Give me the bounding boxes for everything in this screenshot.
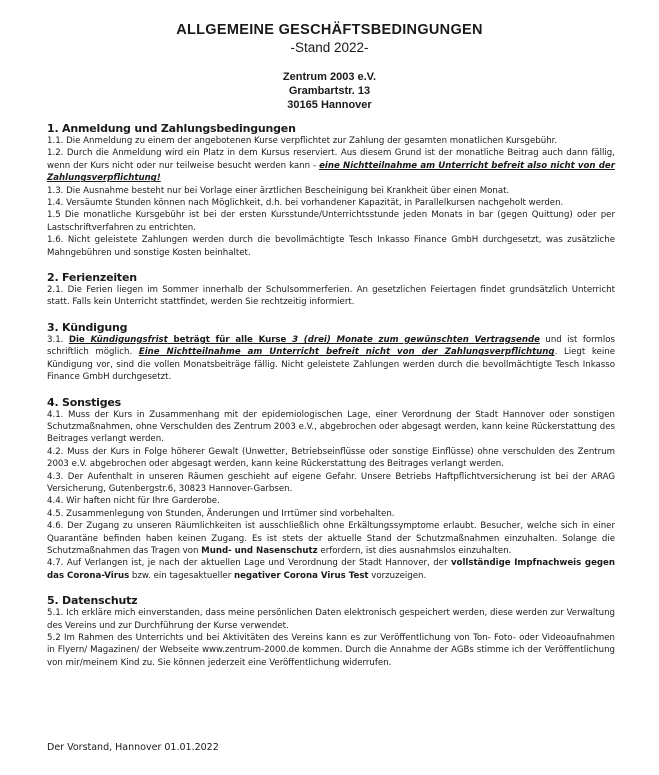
section-heading: 1. Anmeldung und Zahlungsbedingungen <box>47 122 296 135</box>
clause-1-5: 1.5 Die monatliche Kursgebühr ist bei der ersten Kursstunde/Unterrichtsstunde jeden Monats in bar (gegen Quittung) oder per Lastschriftverfahren zu entrichten. <box>47 210 615 233</box>
emphasis-text: negativer Corona Virus Test <box>233 570 369 581</box>
section-miscellaneous <box>47 396 615 583</box>
clause-2-1: 2.1. Die Ferien liegen im Sommer innerhalb der Schulsommerferien. An gesetzlichen Feiertagen findet grundsätzlich Unterricht statt. Falls kein Unterricht stattfindet, werden Sie rechtzeitig informiert. <box>47 285 615 308</box>
clause-3-1 <box>47 334 615 384</box>
clause-text: 4.7. Auf Verlangen ist, je nach der aktuellen Lage und Verordnung der Stadt Hannover, der <box>47 558 451 569</box>
clause-4-5: 4.5. Zusammenlegung von Stunden, Änderungen und Irrtümer sind vorbehalten. <box>47 508 395 519</box>
clause-text: 4.6. Der Zugang zu unseren Räumlichkeiten ist ausschließlich ohne Erkältungssymptome erlaubt. Besucher, welche sich in einer Quarantäne befinden haben keinen Zugang. Es ist stets der aktuelle Stand der Schutzmaßnahmen einzuhalten. Solange die Schutzmaßnahmen das Tragen von <box>47 521 615 556</box>
org-city: 30165 Hannover <box>287 99 372 111</box>
emphasis-text: Die <box>68 334 91 345</box>
clause-5-2: 5.2 Im Rahmen des Unterrichts und bei Aktivitäten des Vereins kann es zur Veröffentlichung von Ton- Foto- oder Videoaufnahmen in Flyern/ Magazinen/ der Webseite www.zentrum-2000.de kommen. Durch die Annahme der AGBs stimme ich der Veröffentlichung von mir/meinem Kind zu. Sie können jederzeit eine Veröffentlichung widerrufen. <box>47 633 615 668</box>
clause-text: vorzuzeigen. <box>368 570 427 581</box>
org-name: Zentrum 2003 e.V. <box>282 71 377 83</box>
clause-text: erfordern, ist dies ausnahmslos einzuhalten. <box>317 545 512 556</box>
emphasis-text: Eine Nichtteilnahme am Unterricht befreit nicht von der Zahlungsverpflichtung <box>138 347 555 358</box>
clause-4-2: 4.2. Muss der Kurs in Folge höherer Gewalt (Unwetter, Betriebseinflüsse oder sonstige Einflüsse) ohne verschulden des Zentrum 2003 e.V. abgebrochen oder abgesagt werden, kann keine Rückerstattung des Beitrages verlangt werden. <box>47 446 615 470</box>
emphasis-text: vollständige Impfnachweis gegen das Corona-Virus <box>47 558 615 581</box>
clause-4-6 <box>47 520 615 557</box>
clause-4-3: 4.3. Der Aufenthalt in unseren Räumen geschieht auf eigene Gefahr. Unsere Betriebs Haftpflichtversicherung ist bei der ARAG Versicherung, Gutenbergstr.6, 30823 Hannover-Garbsen. <box>47 471 615 494</box>
emphasis-text: 3 (drei) Monate zum gewünschten Vertragsende <box>292 334 540 345</box>
document-subtitle: -Stand 2022- <box>290 40 369 55</box>
emphasis-text: eine Nichtteilnahme am Unterricht befreit also nicht von der Zahlungsverpflichtung! <box>47 160 615 184</box>
section-heading: 4. Sonstiges <box>47 395 122 409</box>
clause-1-2 <box>47 147 615 184</box>
clause-5-1: 5.1. Ich erkläre mich einverstanden, dass meine persönlichen Daten elektronisch gespeichert werden, diese werden zur Verwaltung des Vereins und zur Durchführung der Kurse verwendet. <box>47 608 615 631</box>
clause-1-4: 1.4. Versäumte Stunden können nach Möglichkeit, d.h. bei vorhandener Kapazität, in Parallelkursen nachgeholt werden. <box>47 198 564 209</box>
section-holidays <box>47 271 615 309</box>
section-data-protection <box>47 594 615 669</box>
clause-1-6: 1.6. Nicht geleistete Zahlungen werden durch die bevollmächtigte Tesch Inkasso Finance GmbH durchgesetzt, was zusätzliche Mahngebühren und sonstige Kosten beinhaltet. <box>47 235 615 258</box>
clause-text: bzw. ein tagesaktueller <box>129 570 234 581</box>
clause-text: und ist formlos schriftlich möglich. <box>47 334 615 358</box>
signature-line: Der Vorstand, Hannover 01.01.2022 <box>47 742 219 753</box>
terms-content <box>47 122 615 681</box>
organization-address <box>0 70 659 112</box>
clause-4-4: 4.4. Wir haften nicht für Ihre Garderobe. <box>47 496 220 507</box>
clause-text: 1.2. Durch die Anmeldung wird ein Platz in dem Kursus reserviert. Aus diesem Grund ist der monatliche Beitrag auch dann fällig, wenn der Kurs nicht oder nur teilweise besucht werden kann - <box>47 148 615 171</box>
section-cancellation <box>47 321 615 384</box>
section-heading: 2. Ferienzeiten <box>47 271 137 285</box>
section-heading: 3. Kündigung <box>47 320 128 334</box>
section-registration-payment <box>47 122 615 259</box>
clause-1-1: 1.1. Die Anmeldung zu einem der angebotenen Kurse verpflichtet zur Zahlung der gesamten monatlichen Kursgebühr. <box>47 136 558 146</box>
clause-4-1: 4.1. Muss der Kurs in Zusammenhang mit der epidemiologischen Lage, einer Verordnung der Stadt Hannover oder sonstigen Schutzmaßnahmen, ohne Verschulden des Zentrum 2003 e.V., abgebrochen oder abgesagt werden, kann keine Rückerstattung des Beitrages verlangt werden. <box>47 409 615 445</box>
org-street: Grambartstr. 13 <box>288 85 371 97</box>
clause-text: 3.1. <box>47 334 69 345</box>
emphasis-text: Kündigungsfrist <box>90 334 168 345</box>
document-title: ALLGEMEINE GESCHÄFTSBEDINGUNGEN <box>176 22 483 38</box>
emphasis-text: Mund- und Nasenschutz <box>201 545 318 556</box>
section-heading: 5. Datenschutz <box>47 594 138 608</box>
clause-4-7 <box>47 557 615 582</box>
clause-1-3: 1.3. Die Ausnahme besteht nur bei Vorlage einer ärztlichen Bescheinigung bei Krankheit über einen Monat. <box>47 185 510 196</box>
clause-text: . Liegt keine Kündigung vor, sind die vollen Monatsbeiträge fällig. Nicht geleistete Zahlungen werden durch die bevollmächtigte Tesch Inkasso Finance GmbH durchgesetzt. <box>47 347 615 383</box>
emphasis-text: beträgt für alle Kurse <box>167 334 293 345</box>
